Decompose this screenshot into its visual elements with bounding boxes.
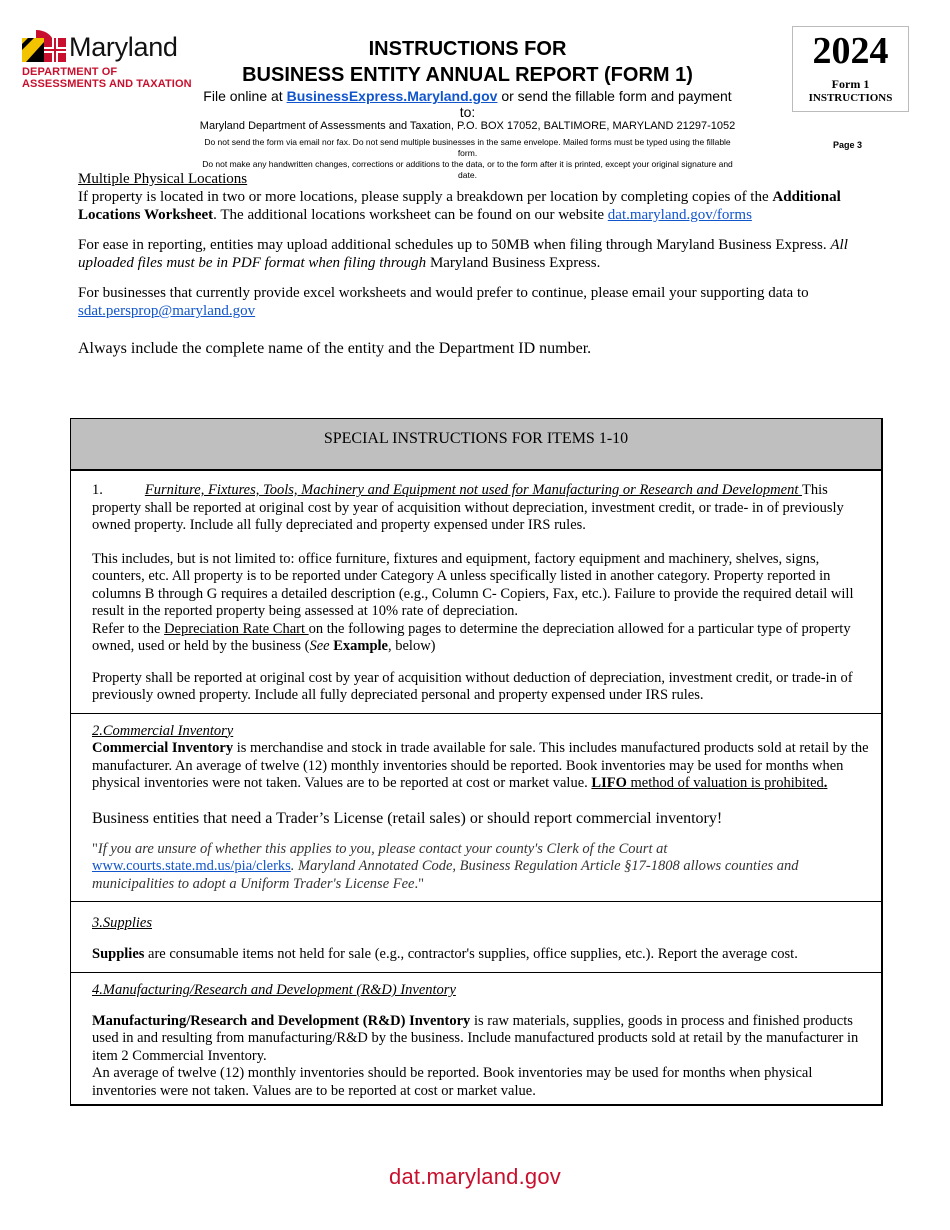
item-4-text-2: An average of twelve (12) monthly inventories should be reported. Book inventories may be used for months when physical inventories were not taken. Values are to be reported at cost or market value. <box>92 1065 813 1099</box>
item-2-term: Commercial Inventory <box>92 740 234 756</box>
item-2-title: 2.Commercial Inventory <box>92 722 234 739</box>
special-instructions-heading: SPECIAL INSTRUCTIONS FOR ITEMS 1-10 <box>71 419 881 470</box>
item-3-title: 3.Supplies <box>92 915 153 931</box>
form-year-box <box>792 26 909 112</box>
upload-end: Maryland Business Express. <box>426 255 601 271</box>
page-number: Page 3 <box>833 140 863 150</box>
item-4-text: is raw materials, supplies, goods in process and finished products used in and resulting from manufacturing/R&D by the business. Include manufactured products sold at retail by the manufacturer in item 2 Commercial Inventory. <box>92 1012 859 1064</box>
upload-italic: All uploaded files must be in PDF format when filing through <box>78 237 848 271</box>
upload-text: For ease in reporting, entities may upload additional schedules up to 50MB when filing through Maryland Business Express. <box>78 237 831 253</box>
item-4-term: Manufacturing/Research and Development (R&D) Inventory <box>92 1012 471 1029</box>
item-1-cell <box>71 470 881 713</box>
item-1-see: See <box>309 638 330 654</box>
logo-department <box>22 66 192 90</box>
mpl-text-2: . The additional locations worksheet can be found on our website <box>213 207 608 223</box>
mpl-text-1: If property is located in two or more locations, please supply a breakdown per location by completing copies of the <box>78 189 773 205</box>
clerk-quote-a: If you are unsure of whether this applies to you, please contact your county's Clerk of the Court at <box>97 840 668 857</box>
lifo-term: LIFO <box>591 775 627 791</box>
depreciation-rate-chart-ref: Depreciation Rate Chart <box>164 620 309 637</box>
lifo-prohibited: method of valuation is prohibited <box>626 775 824 791</box>
form-year: 2024 <box>812 30 889 72</box>
item-1-title: Furniture, Fixtures, Tools, Machinery and Equipment not used for Manufacturing or Research and Development <box>144 482 802 498</box>
clerks-link[interactable]: www.courts.state.md.us/pia/clerks <box>92 858 291 874</box>
intro-section <box>78 170 878 359</box>
item-1-refer-end: , below) <box>388 638 436 654</box>
clerk-quote-b: . Maryland Annotated Code, Business Regulation Article §17-1808 allows counties and municipalities to adopt a Uniform Trader's License Fee <box>92 858 799 892</box>
maryland-flag-icon <box>22 30 66 62</box>
item-1-refer-text: on the following pages to determine the depreciation allowed for a particular type of property owned, used or held by the business ( <box>92 620 851 654</box>
fine-print-line-1: Do not send the form via email nor fax. Do not send multiple businesses in the same envelope. Mailed forms must be typed using the fillable form. <box>204 137 731 158</box>
form-label: Form 1 <box>831 77 870 91</box>
item-2-description <box>92 740 869 793</box>
persprop-email-link[interactable]: sdat.persprop@maryland.gov <box>78 303 256 319</box>
item-4-description <box>92 1013 869 1101</box>
mpl-paragraph <box>78 188 878 224</box>
item-1-intro <box>92 482 869 535</box>
upload-paragraph <box>78 236 878 272</box>
instructions-label: INSTRUCTIONS <box>808 92 893 104</box>
item-3-term: Supplies <box>92 945 145 962</box>
traders-license-note: Business entities that need a Trader’s License (retail sales) or should report commercial inventory! <box>92 809 723 827</box>
lifo-period: . <box>823 775 828 791</box>
maryland-logo <box>22 28 197 90</box>
item-1-includes-text: This includes, but is not limited to: office furniture, fixtures and equipment, factory equipment and machinery, shelves, signs, counters, etc. All property is to be reported under Category A unless specifically listed in another category. Property reported in columns B through G requires a detailed description (e.g., Column C- Copiers, Fax, etc.). Failure to provide the required detail will result in the reported property being assessed at 10% rate of depreciation. <box>92 550 854 619</box>
item-4-cell <box>71 972 881 1104</box>
item-1-includes <box>92 551 869 656</box>
quote-close: ." <box>414 875 425 892</box>
logo-name: Maryland <box>69 32 178 62</box>
file-online-line <box>195 88 740 120</box>
title-line-1: INSTRUCTIONS FOR <box>368 38 567 60</box>
logo-dept-line1: DEPARTMENT OF <box>22 66 118 78</box>
file-prefix: File online at <box>203 88 287 104</box>
item-3-description <box>92 946 869 964</box>
business-express-link[interactable]: BusinessExpress.Maryland.gov <box>286 88 498 104</box>
quote-open: " <box>92 840 98 857</box>
clerk-quote <box>92 841 869 894</box>
document-title-block <box>195 36 740 181</box>
file-suffix: or send the fillable form and payment to: <box>459 88 732 120</box>
excel-paragraph <box>78 284 878 320</box>
item-4-title: 4.Manufacturing/Research and Development (R&D) Inventory <box>92 982 456 998</box>
item-3-cell <box>71 901 881 972</box>
mpl-worksheet-name: Additional Locations Worksheet <box>78 189 841 223</box>
item-2-text: is merchandise and stock in trade available for sale. This includes manufactured products sold at retail by the manufacturer. An average of twelve (12) monthly inventories should be reported. Book inventories may be used for months when physical inventories were not taken. Values are to be reported at cost or market value. <box>92 740 869 791</box>
footer-url: dat.maryland.gov <box>389 1164 561 1189</box>
logo-dept-line2: ASSESSMENTS AND TAXATION <box>22 78 192 90</box>
item-2-cell <box>71 713 881 902</box>
item-3-text: are consumable items not held for sale (e.g., contractor's supplies, office supplies, etc.). Report the average cost. <box>144 945 798 962</box>
forms-link[interactable]: dat.maryland.gov/forms <box>607 207 752 223</box>
title-line-2: BUSINESS ENTITY ANNUAL REPORT (FORM 1) <box>242 64 693 86</box>
item-1-number: 1. <box>92 482 103 498</box>
fine-print-line-2: Do not make any handwritten changes, corrections or additions to the data, or to the form after it is printed, except your original signature and date. <box>202 159 733 180</box>
mailing-address: Maryland Department of Assessments and Taxation, P.O. BOX 17052, BALTIMORE, MARYLAND 21297-1052 <box>199 120 736 132</box>
item-1-text: This property shall be reported at original cost by year of acquisition without depreciation, investment credit, or trade- in of previously owned property. Include all fully depreciated and property expensed under IRS rules. <box>92 482 844 533</box>
mpl-heading: Multiple Physical Locations <box>78 171 248 187</box>
item-1-refer-prefix: Refer to the <box>92 620 165 637</box>
item-1-example: Example <box>333 638 388 654</box>
special-instructions-table <box>70 418 883 1106</box>
item-1-original-cost: Property shall be reported at original cost by year of acquisition without deduction of depreciation, investment credit, or trade-in of previously owned property. Include all fully depreciated personal and property expensed under IRS rules. <box>92 669 853 703</box>
always-include-note: Always include the complete name of the entity and the Department ID number. <box>78 340 592 357</box>
excel-text: For businesses that currently provide excel worksheets and would prefer to continue, please email your supporting data to <box>78 285 809 301</box>
